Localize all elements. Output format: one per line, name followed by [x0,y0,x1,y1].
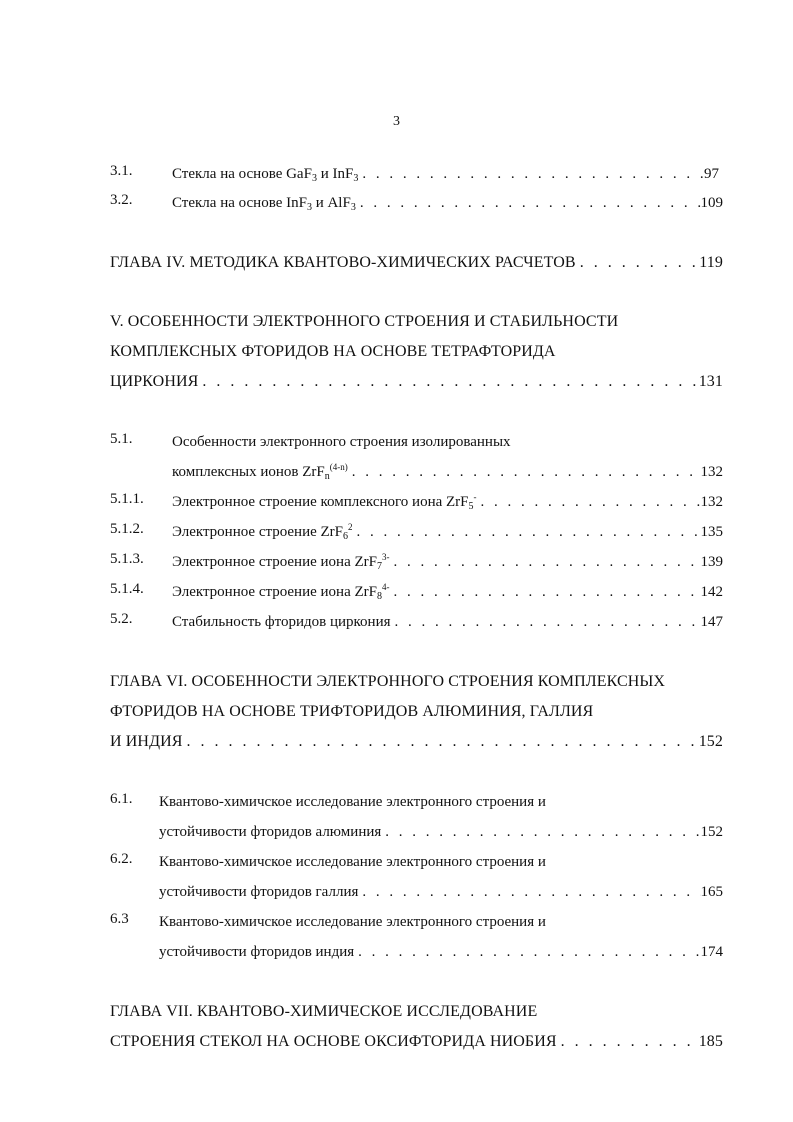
toc-6-2-line-2: устойчивости фторидов галлия [159,884,359,900]
toc-5-1-2-page: 135 [700,524,723,540]
toc-3-1-title: Стекла на основе GaF$_3$ и InF$_3$ [172,166,359,184]
toc-3-2-title: Стекла на основе InF$_3$ и AlF$_3$ [172,195,356,213]
toc-chapter-7-line-2: СТРОЕНИЯ СТЕКОЛ НА ОСНОВЕ ОКСИФТОРИДА НИОБИЯ [110,1033,557,1050]
toc-6-3-line-1[interactable]: Квантово-химичское исследование электронного строения и [159,914,546,930]
toc-5-1-3-number: 5.1.3. [110,551,144,567]
leader-dots [557,1031,699,1053]
toc-5-1-number: 5.1. [110,431,133,447]
leader-dots [354,941,700,963]
toc-entry-5-2[interactable] [172,611,723,633]
toc-entry-6-2[interactable] [159,881,723,903]
toc-chapter-6[interactable] [110,731,723,753]
toc-5-1-4-number: 5.1.4. [110,581,144,597]
toc-5-1-4-page: 142 [700,584,723,600]
leader-dots [183,731,699,753]
toc-6-2-page: 165 [700,884,723,900]
toc-chapter-4-page: 119 [699,254,723,271]
leader-dots [358,163,704,185]
toc-5-2-title: Стабильность фторидов циркония [172,614,391,630]
toc-6-2-line-1[interactable]: Квантово-химичское исследование электронного строения и [159,854,546,870]
toc-chapter-6-line-2[interactable]: ФТОРИДОВ НА ОСНОВЕ ТРИФТОРИДОВ АЛЮМИНИЯ, ГАЛЛИЯ [110,703,594,720]
toc-entry-5-1[interactable] [172,461,723,483]
toc-5-1-2-number: 5.1.2. [110,521,144,537]
toc-6-3-page: 174 [700,944,723,960]
leader-dots [389,551,700,573]
leader-dots [389,581,700,603]
toc-chapter-5[interactable] [110,371,723,393]
toc-6-1-line-2: устойчивости фторидов алюминия [159,824,382,840]
toc-3-1-page: 97 [704,166,719,182]
toc-chapter-4-title: ГЛАВА IV. МЕТОДИКА КВАНТОВО-ХИМИЧЕСКИХ РАСЧЕТОВ [110,254,576,271]
toc-entry-3-1[interactable] [172,163,719,185]
toc-entry-5-1-1[interactable] [172,491,723,513]
toc-5-1-3-page: 139 [700,554,723,570]
leader-dots [353,521,701,543]
toc-chapter-6-page: 152 [698,733,723,750]
leader-dots [477,491,701,513]
leader-dots [391,611,701,633]
toc-entry-3-2[interactable] [172,192,723,214]
toc-chapter-7-line-1[interactable]: ГЛАВА VII. КВАНТОВО-ХИМИЧЕСКОЕ ИССЛЕДОВАНИЕ [110,1003,538,1020]
toc-5-1-3-title: Электронное строение иона ZrF$_7^{3-}$ [172,552,390,572]
toc-entry-5-1-4[interactable] [172,581,723,603]
toc-6-1-number: 6.1. [110,791,133,807]
leader-dots [381,821,700,843]
toc-chapter-4[interactable] [110,252,723,274]
toc-6-3-number: 6.3 [110,911,129,927]
toc-6-1-line-1[interactable]: Квантово-химичское исследование электронного строения и [159,794,546,810]
toc-3-2-number: 3.2. [110,192,133,208]
toc-3-2-page: 109 [700,195,723,211]
page-number: 3 [393,114,400,129]
toc-chapter-5-line-3: ЦИРКОНИЯ [110,373,199,390]
toc-5-2-page: 147 [700,614,723,630]
leader-dots [358,881,700,903]
toc-chapter-7-page: 185 [698,1033,723,1050]
leader-dots [356,192,701,214]
toc-5-1-line-1[interactable]: Особенности электронного строения изолированных [172,434,511,450]
toc-3-1-number: 3.1. [110,163,133,179]
toc-chapter-5-line-1[interactable]: V. ОСОБЕННОСТИ ЭЛЕКТРОННОГО СТРОЕНИЯ И СТАБИЛЬНОСТИ [110,313,619,330]
toc-5-2-number: 5.2. [110,611,133,627]
toc-entry-5-1-3[interactable] [172,551,723,573]
toc-entry-5-1-2[interactable] [172,521,723,543]
toc-5-1-1-page: 132 [700,494,723,510]
toc-chapter-5-line-2[interactable]: КОМПЛЕКСНЫХ ФТОРИДОВ НА ОСНОВЕ ТЕТРАФТОРИДА [110,343,556,360]
toc-5-1-1-title: Электронное строение комплексного иона ZrF$_5$- [172,492,477,512]
toc-5-1-1-number: 5.1.1. [110,491,144,507]
toc-chapter-6-line-3: И ИНДИЯ [110,733,183,750]
toc-entry-6-3[interactable] [159,941,723,963]
leader-dots [348,461,701,483]
toc-chapter-5-page: 131 [698,373,723,390]
toc-chapter-7[interactable] [110,1031,723,1053]
toc-5-1-page: 132 [700,464,723,480]
toc-6-3-line-2: устойчивости фторидов индия [159,944,355,960]
leader-dots [576,252,700,274]
toc-chapter-6-line-1[interactable]: ГЛАВА VI. ОСОБЕННОСТИ ЭЛЕКТРОННОГО СТРОЕНИЯ КОМПЛЕКСНЫХ [110,673,666,690]
leader-dots [198,371,698,393]
toc-6-2-number: 6.2. [110,851,133,867]
toc-6-1-page: 152 [700,824,723,840]
toc-entry-6-1[interactable] [159,821,723,843]
toc-5-1-4-title: Электронное строение иона ZrF$_8^{4-}$ [172,582,390,602]
toc-5-1-line-2: комплексных ионов ZrF$_n^{(4-n)}$ [172,462,348,482]
toc-5-1-2-title: Электронное строение ZrF$_6^2$ [172,522,353,542]
